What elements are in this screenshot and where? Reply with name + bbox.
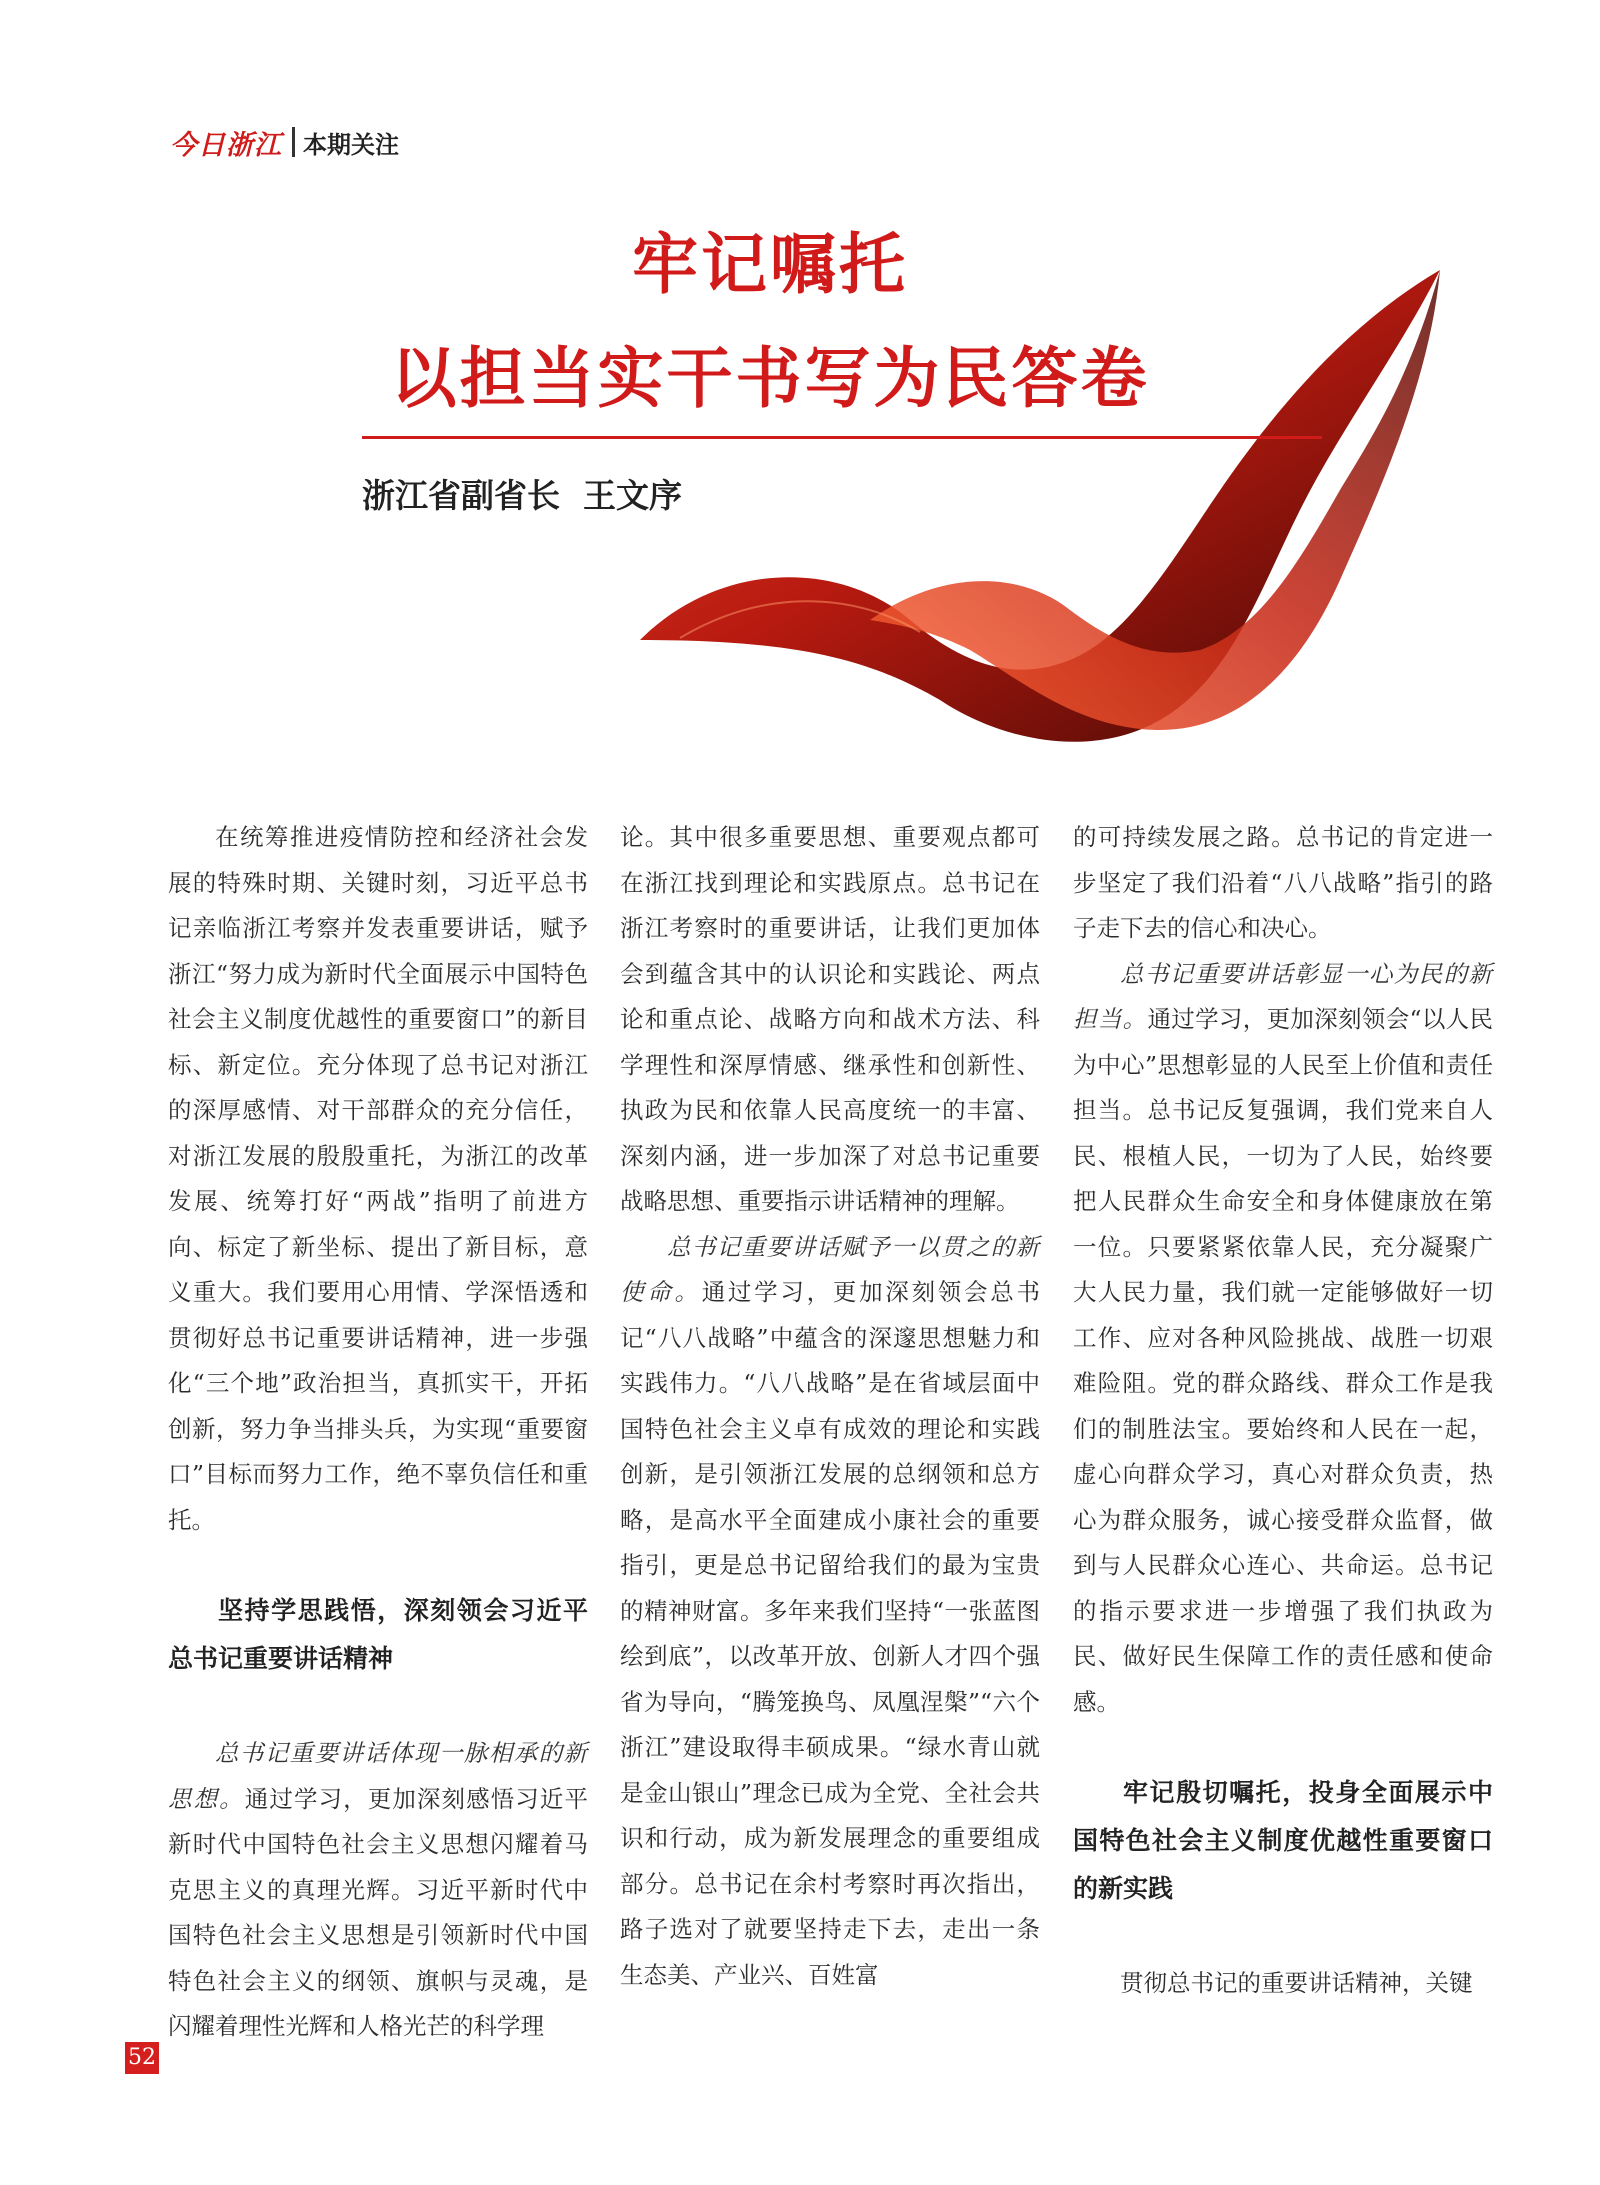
paragraph: 总书记重要讲话彰显一心为民的新担当。通过学习，更加深刻领会“以人民为中心”思想彰显的人民至上价值和责任担当。总书记反复强调，我们党来自人民、根植人民，一切为了人民，始终要把人民群众生命安全和身体健康放在第一位。只要紧紧依靠人民，充分凝聚广大人民力量，我们就一定能够做好一切工作、应对各种风险挑战、战胜一切艰难险阻。党的群众路线、群众工作是我们的制胜法宝。要始终和人民在一起，虚心向群众学习，真心对群众负责，热心为群众服务，诚心接受群众监督，做到与人民群众心连心、共命运。总书记的指示要求进一步增强了我们执政为民、做好民生保障工作的责任感和使命感。 [1073,959,1493,1716]
section-label: 本期关注 [303,130,399,159]
paragraph: 总书记重要讲话体现一脉相承的新思想。通过学习，更加深刻感悟习近平新时代中国特色社会主义思想闪耀着马克思主义的真理光辉。习近平新时代中国特色社会主义思想是引领新时代中国特色社会主义的纲领、旗帜与灵魂，是闪耀着理性光辉和人格光芒的科学理 [168,1739,588,2040]
magazine-logo: 今日浙江 [170,129,282,161]
title-underline [362,436,1322,439]
title-line-2: 以担当实干书写为民答卷 [390,340,1150,417]
paragraph-lead: 总书记重要讲话彰显一心为民的新担当。 [1073,959,1493,1033]
paragraph: 在统筹推进疫情防控和经济社会发展的特殊时期、关键时刻，习近平总书记亲临浙江考察并发表重要讲话，赋予浙江“努力成为新时代全面展示中国特色社会主义制度优越性的重要窗口”的新目标、新定位。充分体现了总书记对浙江的深厚感情、对干部群众的充分信任，对浙江发展的殷殷重托，为浙江的改革发展、统筹打好“两战”指明了前进方向、标定了新坐标、提出了新目标，意义重大。我们要用心用情、学深悟透和贯彻好总书记重要讲话精神，进一步强化“三个地”政治担当，真抓实干，开拓创新，努力争当排头兵，为实现“重要窗口”目标而努力工作，绝不辜负信任和重托。 [168,823,588,1534]
page-header [170,124,399,160]
text-column-3 [1073,815,1493,2007]
author-byline: 浙江省副省长 王文序 [362,476,682,515]
text-column-1 [168,815,588,2050]
section-heading: 坚持学思践悟，深刻领会习近平总书记重要讲话精神 [168,1596,588,1673]
paragraph: 的可持续发展之路。总书记的肯定进一步坚定了我们沿着“八八战略”指引的路子走下去的信心和决心。 [1073,823,1493,942]
paragraph: 总书记重要讲话赋予一以贯之的新使命。通过学习，更加深刻领会总书记“八八战略”中蕴含的深邃思想魅力和实践伟力。“八八战略”是在省域层面中国特色社会主义卓有成效的理论和实践创新，是引领浙江发展的总纲领和总方略，是高水平全面建成小康社会的重要指引，更是总书记留给我们的最为宝贵的精神财富。多年来我们坚持“一张蓝图绘到底”，以改革开放、创新人才四个强省为导向，“腾笼换鸟、凤凰涅槃”“六个浙江”建设取得丰硕成果。“绿水青山就是金山银山”理念已成为全党、全社会共识和行动，成为新发展理念的重要组成部分。总书记在余村考察时再次指出，路子选对了就要坚持走下去，走出一条生态美、产业兴、百姓富 [620,1232,1041,1989]
page-number: 52 [125,2042,159,2074]
paragraph: 论。其中很多重要思想、重要观点都可在浙江找到理论和实践原点。总书记在浙江考察时的重要讲话，让我们更加体会到蕴含其中的认识论和实践论、两点论和重点论、战略方向和战术方法、科学理性和深厚情感、继承性和创新性、执政为民和依靠人民高度统一的丰富、深刻内涵，进一步加深了对总书记重要战略思想、重要指示讲话精神的理解。 [620,823,1040,1215]
article-title [360,220,1320,434]
header-divider [292,127,295,157]
paragraph: 贯彻总书记的重要讲话精神，关键 [1120,1969,1473,1997]
section-heading: 牢记殷切嘱托，投身全面展示中国特色社会主义制度优越性重要窗口的新实践 [1073,1778,1493,1903]
text-column-2 [620,815,1040,1998]
paragraph-lead: 总书记重要讲话赋予一以贯之的新使命。 [620,1232,1040,1306]
title-line-1: 牢记嘱托 [632,226,908,303]
paragraph-lead: 总书记重要讲话体现一脉相承的新思想。 [168,1739,588,1813]
